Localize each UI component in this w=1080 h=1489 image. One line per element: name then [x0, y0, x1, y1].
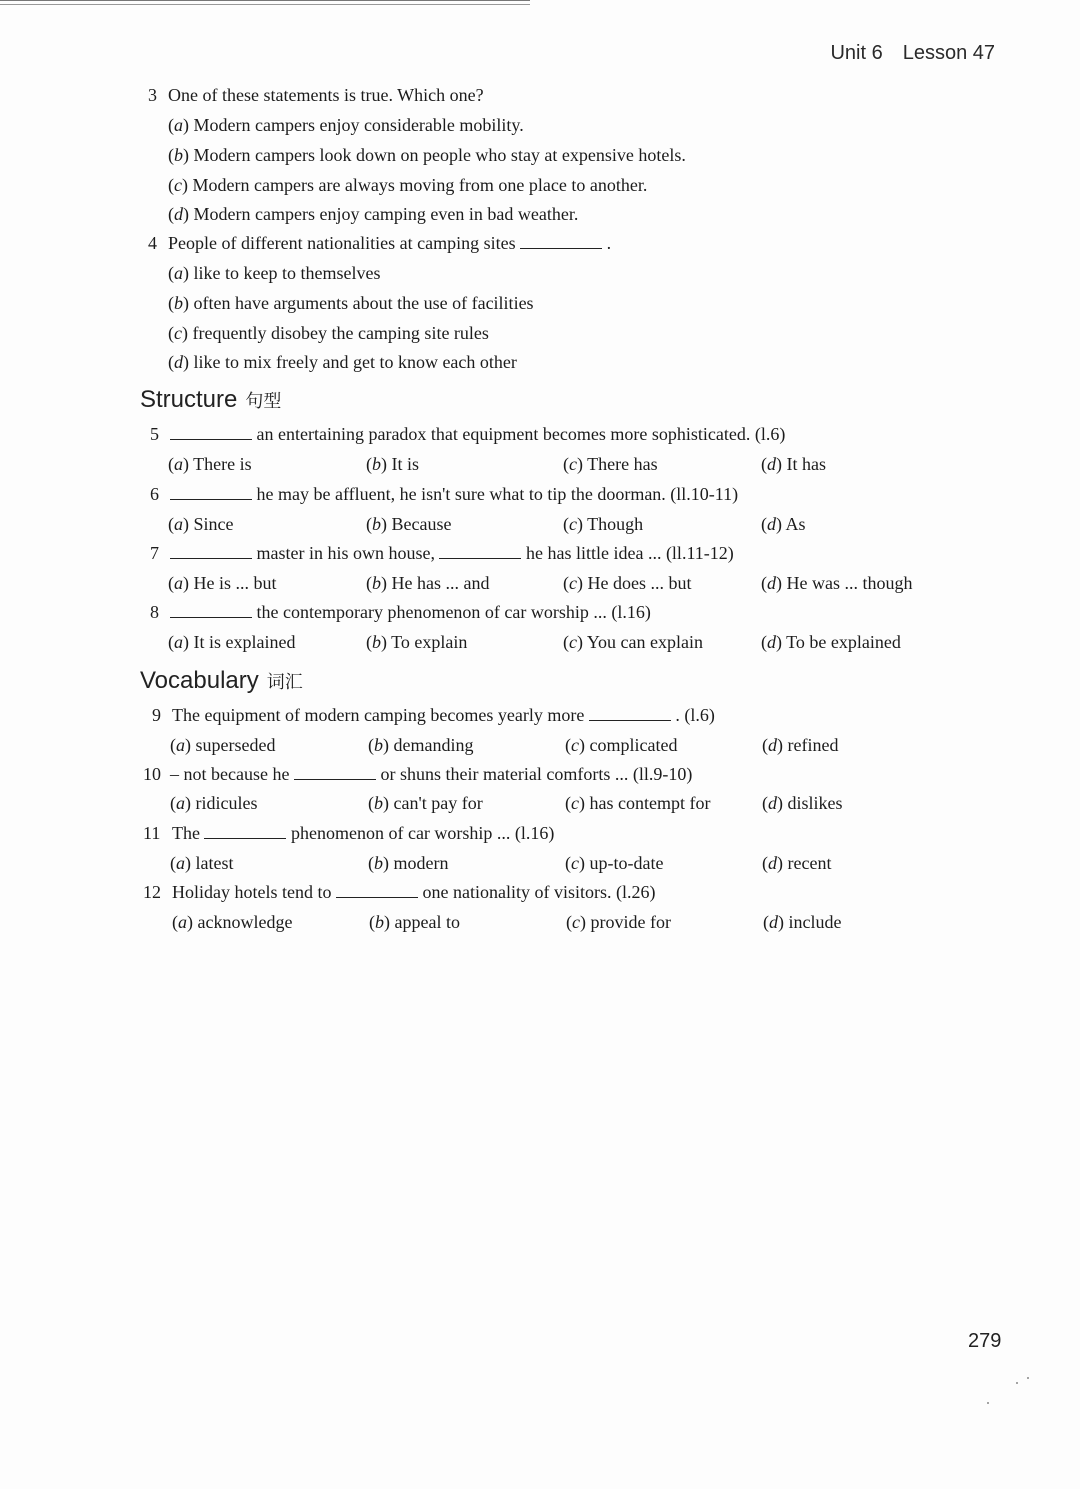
scan-speck [987, 1402, 989, 1404]
option-b: (b) demanding [368, 735, 474, 755]
option-a: (a) latest [170, 853, 234, 873]
option-a: (a) Since [168, 514, 234, 534]
option-b: (b) Because [366, 514, 452, 534]
question-text: the contemporary phenomenon of car worship ... (l.16) [170, 601, 651, 623]
page-number: 279 [968, 1330, 1002, 1352]
question-text: The equipment of modern camping becomes yearly more . (l.6) [172, 705, 715, 725]
scan-speck [1016, 1382, 1018, 1384]
option-a: (a) ridicules [170, 793, 258, 813]
option-d: (d) include [763, 912, 842, 932]
unit-label: Unit 6 [830, 42, 883, 64]
question-text: People of different nationalities at camping sites . [168, 233, 612, 253]
option-c: (c) has contempt for [565, 793, 711, 813]
option-a: (a) acknowledge [172, 912, 293, 932]
question-text: Holiday hotels tend to one nationality of visitors. (l.26) [172, 882, 656, 902]
structure-heading: Structure 句型 [140, 386, 282, 413]
option-a: (a) It is explained [168, 632, 296, 652]
question-number: 3 [148, 85, 157, 105]
option-a: (a) superseded [170, 735, 276, 755]
option-d: (d) dislikes [762, 793, 843, 813]
question-text: an entertaining paradox that equipment becomes more sophisticated. (l.6) [170, 423, 785, 445]
lesson-label: Lesson 47 [902, 42, 995, 64]
answer-blank [520, 234, 602, 249]
question-number: 12 [143, 882, 161, 902]
option-d: (d) refined [762, 735, 839, 755]
answer-blank [204, 824, 286, 839]
option-d: (d) recent [762, 853, 832, 873]
question-number: 4 [148, 233, 157, 253]
option-a: (a) There is [168, 454, 252, 474]
question-number: 5 [150, 424, 159, 444]
question-number: 11 [143, 823, 161, 843]
answer-blank [589, 706, 671, 721]
option-c: (c) frequently disobey the camping site rules [168, 323, 489, 343]
question-text: he may be affluent, he isn't sure what to tip the doorman. (ll.10-11) [170, 483, 738, 505]
answer-blank [170, 425, 252, 440]
option-c: (c) There has [563, 454, 658, 474]
option-a: (a) like to keep to themselves [168, 263, 381, 283]
answer-blank [170, 485, 252, 500]
option-b: (b) often have arguments about the use of facilities [168, 293, 534, 313]
question-number: 7 [150, 543, 159, 563]
answer-blank [170, 603, 252, 618]
answer-blank [439, 544, 521, 559]
option-d: (d) Modern campers enjoy camping even in bad weather. [168, 204, 579, 224]
option-d: (d) To be explained [761, 632, 901, 652]
option-b: (b) Modern campers look down on people who stay at expensive hotels. [168, 145, 686, 165]
option-c: (c) provide for [566, 912, 671, 932]
option-c: (c) He does ... but [563, 573, 692, 593]
option-b: (b) It is [366, 454, 420, 474]
question-text: master in his own house, he has little idea ... (ll.11-12) [170, 542, 734, 564]
option-c: (c) You can explain [563, 632, 703, 652]
option-b: (b) can't pay for [368, 793, 483, 813]
vocabulary-heading: Vocabulary 词汇 [140, 667, 303, 694]
option-d: (d) like to mix freely and get to know each other [168, 352, 517, 372]
option-c: (c) complicated [565, 735, 678, 755]
option-a: (a) He is ... but [168, 573, 277, 593]
option-d: (d) It has [761, 454, 826, 474]
option-d: (d) As [761, 514, 806, 534]
top-rule [0, 0, 530, 5]
question-text: One of these statements is true. Which one? [168, 85, 484, 105]
option-c: (c) Though [563, 514, 644, 534]
option-c: (c) up-to-date [565, 853, 664, 873]
question-number: 9 [152, 705, 161, 725]
question-number: 10 [143, 764, 161, 784]
option-a: (a) Modern campers enjoy considerable mobility. [168, 115, 524, 135]
option-c: (c) Modern campers are always moving from one place to another. [168, 175, 648, 195]
option-b: (b) To explain [366, 632, 468, 652]
running-head [830, 42, 995, 65]
scan-speck [1027, 1377, 1029, 1379]
answer-blank [170, 544, 252, 559]
question-number: 6 [150, 484, 159, 504]
option-b: (b) appeal to [369, 912, 460, 932]
answer-blank [336, 883, 418, 898]
option-b: (b) He has ... and [366, 573, 490, 593]
question-text: The phenomenon of car worship ... (l.16) [172, 823, 555, 843]
question-number: 8 [150, 602, 159, 622]
option-d: (d) He was ... though [761, 573, 913, 593]
question-text: – not because he or shuns their material comforts ... (ll.9-10) [170, 764, 693, 784]
answer-blank [294, 765, 376, 780]
option-b: (b) modern [368, 853, 449, 873]
